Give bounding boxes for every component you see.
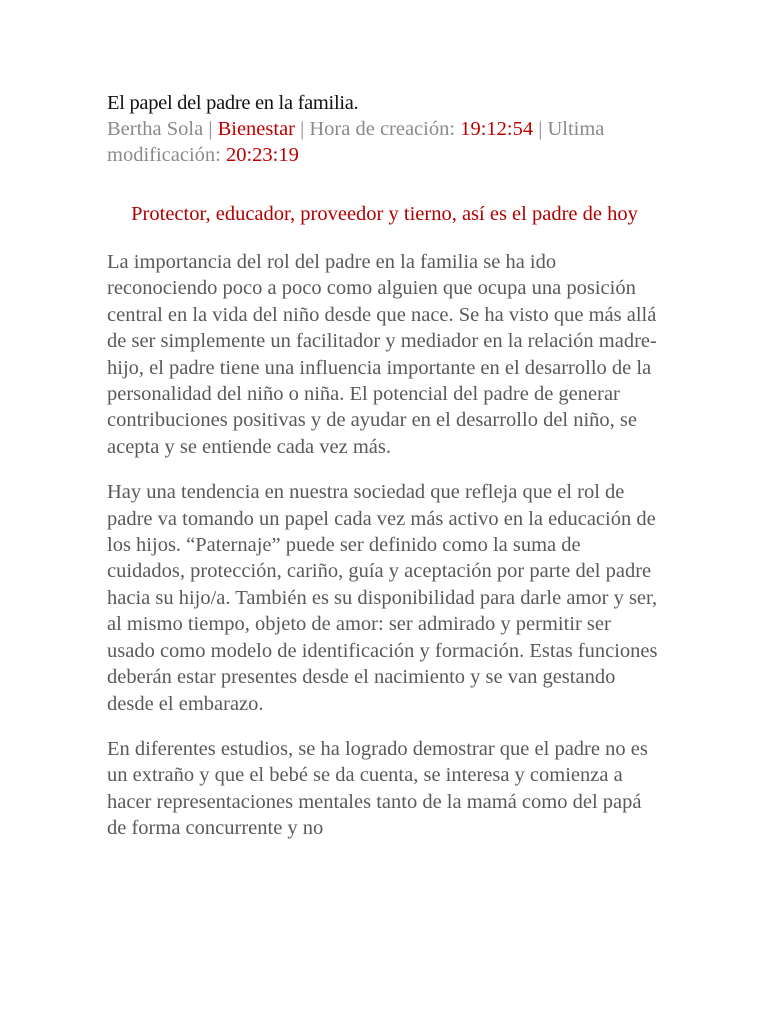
meta-separator: |: [203, 118, 218, 140]
meta-separator: |: [295, 118, 310, 140]
category-label: Bienestar: [217, 118, 295, 140]
meta-separator: |: [533, 118, 548, 140]
body-paragraph: Hay una tendencia en nuestra sociedad que refleja que el rol de padre va tomando un papel cada vez más activo en la educación de los hijos. “Paternaje” puede ser definido como la suma de cuidados, protección, cariño, guía y aceptación por parte del padre hacia su hijo/a. También es su disponibilidad para darle amor y ser, al mismo tiempo, objeto de amor: ser admirado y permitir ser usado como modelo de identificación y formación. Estas funciones deberán estar presentes desde el nacimiento y se van gestando desde el embarazo.: [107, 481, 658, 715]
article-title: El papel del padre en la familia.: [107, 92, 359, 114]
body-paragraph: En diferentes estudios, se ha logrado demostrar que el padre no es un extraño y que el bebé se da cuenta, se interesa y comienza a hacer representaciones mentales tanto de la mamá como del papá de forma concurrente y no: [107, 737, 648, 840]
modified-time: 20:23:19: [225, 144, 299, 166]
modified-label: Ultima modificación:: [107, 118, 605, 166]
body-paragraph: La importancia del rol del padre en la familia se ha ido reconociendo poco a poco como alguien que ocupa una posición central en la vida del niño desde que nace. Se ha visto que más allá de ser simplemente un facilitador y mediador en la relación madre-hijo, el padre tiene una influencia importante en el desarrollo de la personalidad del niño o niña. El potencial del padre de generar contribuciones positivas y de ayudar en el desarrollo del niño, se acepta y se entiende cada vez más.: [107, 251, 657, 458]
article-subtitle: Protector, educador, proveedor y tierno, así es el padre de hoy: [131, 203, 638, 225]
article-meta: [107, 116, 662, 168]
author-name: Bertha Sola: [107, 118, 204, 140]
created-time: 19:12:54: [460, 118, 534, 140]
created-label: Hora de creación:: [309, 118, 461, 140]
document-page: [107, 90, 662, 842]
